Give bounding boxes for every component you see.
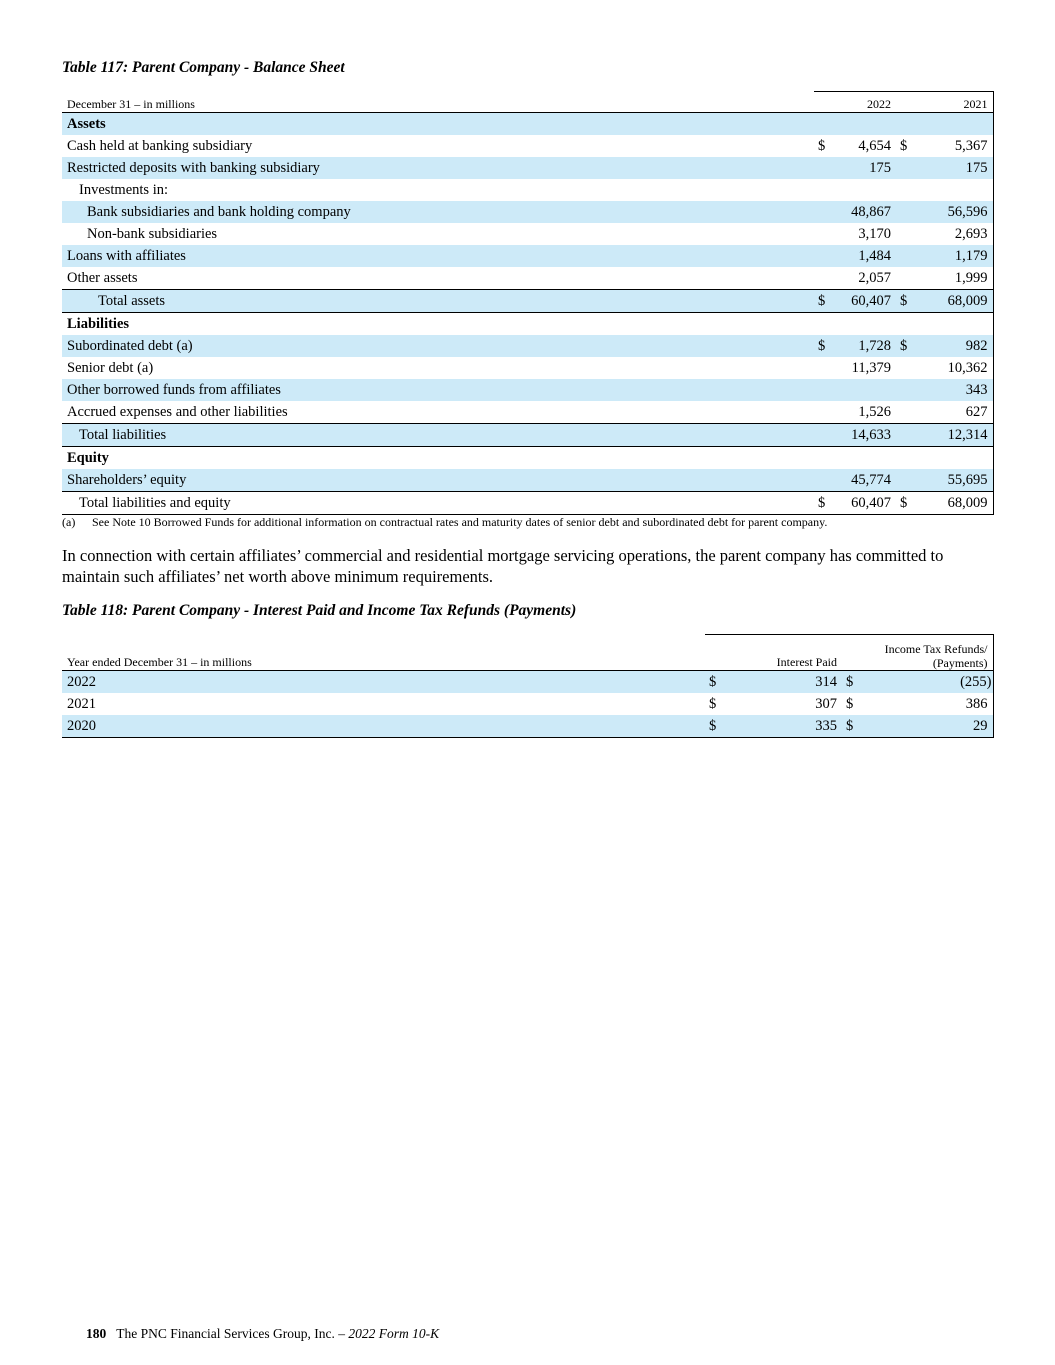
header-label: Year ended December 31 – in millions: [62, 635, 705, 671]
table-row: Loans with affiliates 1,484 1,179: [62, 245, 993, 267]
table-row: Cash held at banking subsidiary $ 4,654 $ 5,367: [62, 135, 993, 157]
header-2022: 2022: [836, 92, 896, 113]
table-117-title: Table 117: Parent Company - Balance Sheet: [62, 59, 345, 76]
table-row-total: Total assets $ 60,407 $ 68,009: [62, 290, 993, 313]
table-row: Shareholders’ equity 45,774 55,695: [62, 469, 993, 492]
table-row: Liabilities: [62, 313, 993, 336]
header-label: December 31 – in millions: [62, 92, 814, 113]
table-row: Subordinated debt (a) $ 1,728 $ 982: [62, 335, 993, 357]
table-row: Accrued expenses and other liabilities 1,526 627: [62, 401, 993, 424]
balance-sheet-table: [62, 91, 994, 515]
table-header-row: [62, 635, 993, 671]
interest-tax-table: [62, 634, 994, 738]
table-row: Investments in:: [62, 179, 993, 201]
table-row-total: Total liabilities and equity $ 60,407 $ 68,009: [62, 492, 993, 515]
table-row: 2021 $ 307 $ 386: [62, 693, 993, 715]
table-row: Assets: [62, 113, 993, 136]
header-2021: 2021: [918, 92, 993, 113]
table-row: Other assets 2,057 1,999: [62, 267, 993, 290]
table-row: 2022 $ 314 $ (255): [62, 671, 993, 694]
table-row: Non-bank subsidiaries 3,170 2,693: [62, 223, 993, 245]
table-row: Equity: [62, 447, 993, 470]
header-income-tax: Income Tax Refunds/ (Payments): [864, 635, 993, 671]
table-row: Restricted deposits with banking subsidiary 175 175: [62, 157, 993, 179]
table-row: Bank subsidiaries and bank holding company 48,867 56,596: [62, 201, 993, 223]
footnote: [62, 515, 827, 530]
table-118-title: Table 118: Parent Company - Interest Paid and Income Tax Refunds (Payments): [62, 602, 577, 619]
footer-company: The PNC Financial Services Group, Inc. –: [116, 1326, 345, 1341]
body-paragraph: In connection with certain affiliates’ commercial and residential mortgage servicing operations, the parent company has committed to maintain such affiliates’ net worth above minimum requirements.: [62, 546, 944, 586]
footnote-text: See Note 10 Borrowed Funds for additional information on contractual rates and maturity dates of senior debt and subordinated debt for parent company.: [92, 515, 828, 529]
table-header-row: [62, 92, 993, 113]
footer-form: 2022 Form 10-K: [348, 1326, 440, 1341]
header-interest-paid: Interest Paid: [727, 635, 842, 671]
table-row: Other borrowed funds from affiliates 343: [62, 379, 993, 401]
footnote-mark: (a): [62, 515, 76, 529]
table-row: 2020 $ 335 $ 29: [62, 715, 993, 738]
table-row: Senior debt (a) 11,379 10,362: [62, 357, 993, 379]
page-number: 180: [86, 1326, 107, 1341]
table-row-total: Total liabilities 14,633 12,314: [62, 424, 993, 447]
page-footer: [86, 1326, 439, 1342]
